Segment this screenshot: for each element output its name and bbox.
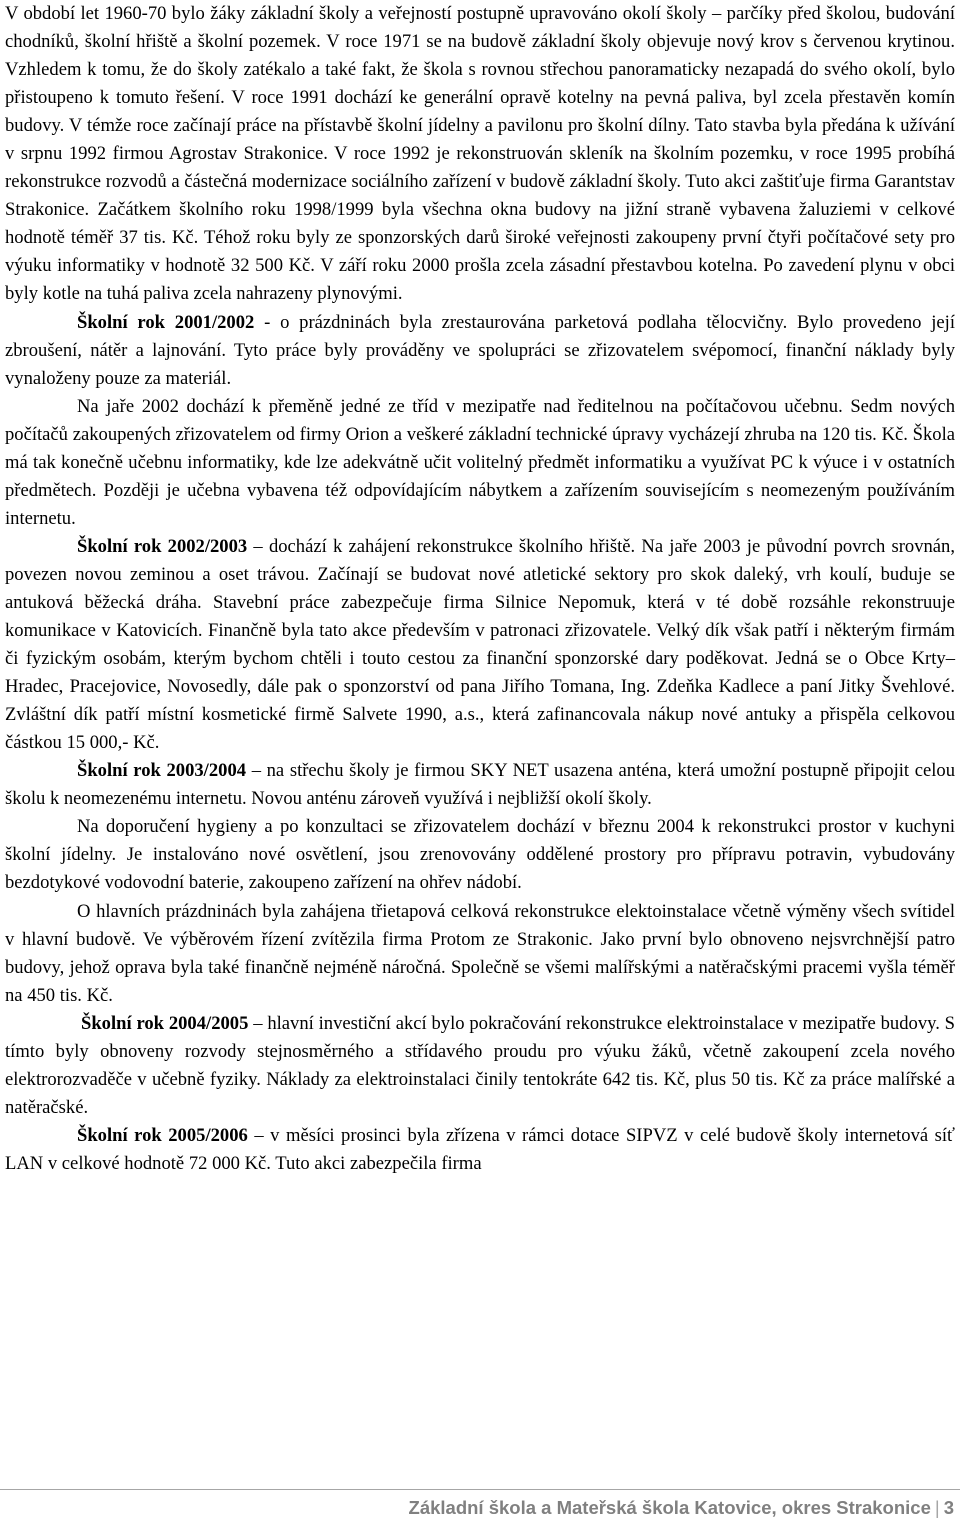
school-year-heading-2002-2003: Školní rok 2002/2003 [77, 535, 248, 557]
school-year-heading-2005-2006: Školní rok 2005/2006 [77, 1124, 248, 1146]
paragraph-text-2004-2005: – hlavní investiční akcí bylo pokračování rekonstrukce elektroinstalace v mezipatře budovy. S tímto byly obnoveny rozvody stejnosměrného a střídavého proudu pro výuku žáků, včetně zakoupení zcela nového elektrorozvaděče v učebně fyziky. Náklady za elektroinstalaci činily tentokráte 642 tis. Kč, plus 50 tis. Kč za práce malířské a natěračské. [5, 1012, 956, 1118]
footer-separator: | [934, 1497, 940, 1518]
paragraph-text-2002-2003: – dochází k zahájení rekonstrukce školního hřiště. Na jaře 2003 je původní povrch srovnán, povezen novou zeminou a oset trávou. Začínají se budovat nové atletické sektory pro skok daleký, vrh koulí, buduje se antuková běžecká dráha. Stavební práce zabezpečuje firma Silnice Nepomuk, která v té době rozsáhle rekonstruuje komunikace v Katovicích. Finančně byla tato akce především v patronaci zřizovatele. Velký dík však patří i některým firmám či fyzickým osobám, kterým bychom chtěli i touto cestou za finanční sponzorské dary poděkovat. Jedná se o Obce Krty–Hradec, Pracejovice, Novosedly, dále pak o sponzorství od pana Jiřího Tomana, Ing. Zdeňka Kadlece a paní Jitky Švehlové. Zvláštní dík patří místní kosmetické firmě Salvete 1990, a.s., která zafinancovala nákup nové antuky a přispěla celkovou částkou 15 000,- Kč. [5, 535, 955, 754]
paragraph-text-2003-2004: – na střechu školy je firmou SKY NET usazena anténa, která umožní postupně připojit celou školu k neomezenému internetu. Novou anténu zároveň využívá i nejbližší okolí školy. [5, 760, 955, 810]
page-number: 3 [943, 1497, 954, 1518]
page-footer [409, 1497, 954, 1519]
paragraph-2003-2004 [5, 757, 955, 813]
paragraph-2001-2002 [5, 309, 955, 393]
paragraph-text-2005-2006: – v měsíci prosinci byla zřízena v rámci dotace SIPVZ v celé budově školy internetová síť LAN v celkové hodnotě 72 000 Kč. Tuto akci zabezpečila firma [5, 1124, 956, 1174]
paragraph-text-2001-2002: - o prázdninách byla zrestaurována parketová podlaha tělocvičny. Bylo provedeno její zbroušení, nátěr a lajnování. Tyto práce byly prováděny ve spolupráci se zřizovatelem svépomocí, finanční náklady byly vynaloženy pouze za materiál. [5, 311, 955, 389]
paragraph-kitchen-2004: Na doporučení hygieny a po konzultaci se zřizovatelem dochází v březnu 2004 k rekonstrukci prostor v kuchyni školní jídelny. Je instalováno nové osvětlení, jsou zrenovovány oddělené prostory pro přípravu potravin, vybudovány bezdotykové vodovodní baterie, zakoupeno zařízení na ohřev nádobí. [5, 816, 955, 894]
document-body [5, 0, 955, 1178]
school-year-heading-2004-2005: Školní rok 2004/2005 [81, 1012, 249, 1034]
footer-school-name: Základní škola a Mateřská škola Katovice, okres Strakonice [408, 1497, 931, 1518]
paragraph-2005-2006 [5, 1122, 955, 1178]
paragraph-electrical-2004: O hlavních prázdninách byla zahájena třietapová celková rekonstrukce elektoinstalace včetně výměny všech svítidel v hlavní budově. Ve výběrovém řízení zvítězila firma Protom ze Strakonic. Jako první bylo obnoveno nejsvrchnější patro budovy, jehož oprava byla také finančně nejméně náročná. Společně se všemi malířskými a natěračskými pracemi vyšla téměř na 450 tis. Kč. [5, 900, 955, 1006]
school-year-heading-2003-2004: Školní rok 2003/2004 [77, 760, 247, 782]
paragraph-2002-2003 [5, 533, 955, 757]
school-year-heading-2001-2002: Školní rok 2001/2002 [77, 311, 255, 333]
paragraph-2004-2005 [5, 1010, 955, 1122]
paragraph-spring-2002: Na jaře 2002 dochází k přeměně jedné ze tříd v mezipatře nad ředitelnou na počítačovou učebnu. Sedm nových počítačů zakoupených zřizovatelem od firmy Orion a veškeré základní technické úpravy vycházejí zhruba na 120 tis. Kč. Škola má tak konečně učebnu informatiky, kde lze adekvátně učit volitelný předmět informatiku a využívat PC k výuce i v ostatních předmětech. Později je učebna vybavena též odpovídajícím nábytkem a zařízením souvisejícím s neomezeným používáním internetu. [5, 395, 955, 529]
paragraph-1960-2000: V období let 1960-70 bylo žáky základní školy a veřejností postupně upravováno okolí školy – parčíky před školou, budování chodníků, školní hřiště a školní pozemek. V roce 1971 se na budově základní školy objevuje nový krov s červenou krytinou. Vzhledem k tomu, že do školy zatékalo a také fakt, že škola s rovnou střechou panoramaticky nezapadá do svého okolí, bylo přistoupeno k tomuto řešení. V roce 1991 dochází ke generální opravě kotelny na pevná paliva, byl zcela přestavěn komín budovy. V témže roce začínají práce na přístavbě školní jídelny a pavilonu pro školní dílny. Tato stavba byla předána k užívání v srpnu 1992 firmou Agrostav Strakonice. V roce 1992 je rekonstruován skleník na školním pozemku, v roce 1995 probíhá rekonstrukce rozvodů a částečná modernizace sociálního zařízení v budově základní školy. Tuto akci zaštiťuje firma Garantstav Strakonice. Začátkem školního roku 1998/1999 byla všechna okna budovy na jižní straně vybavena žaluziemi v celkové hodnotě téměř 37 tis. Kč. Téhož roku byly ze sponzorských darů široké veřejnosti zakoupeny první čtyři počítačové sety pro výuku informatiky v hodnotě 32 500 Kč. V září roku 2000 prošla zcela zásadní přestavbou kotelna. Po zavedení plynu v obci byly kotle na tuhá paliva zcela nahrazeny plynovými. [5, 3, 955, 305]
footer-divider [0, 1489, 960, 1490]
